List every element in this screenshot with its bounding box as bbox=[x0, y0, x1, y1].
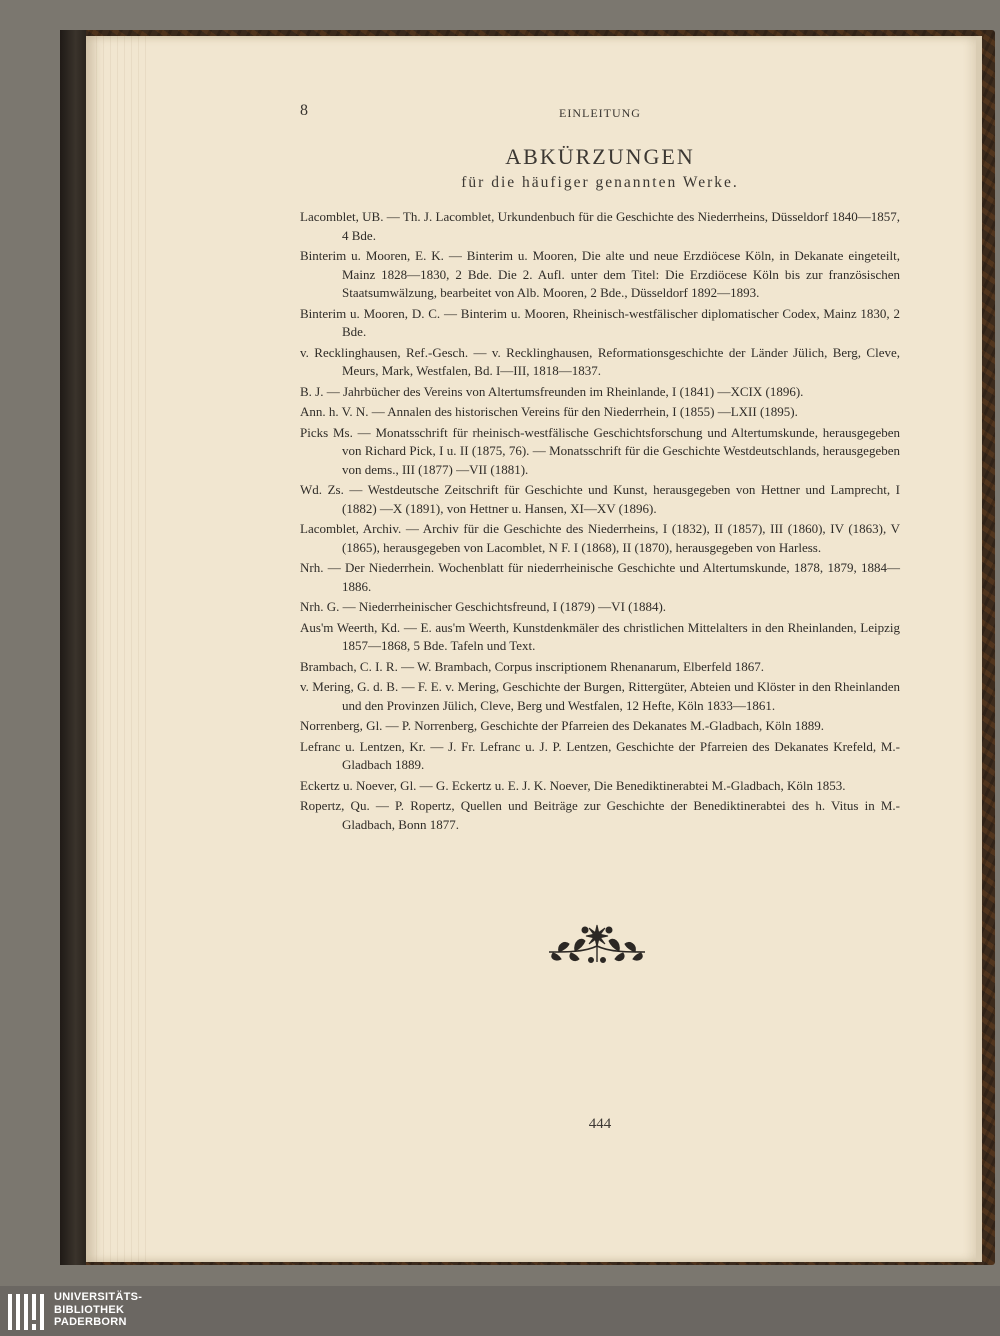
abbreviation-entry: v. Mering, G. d. B. — F. E. v. Mering, Geschichte der Burgen, Rittergüter, Abteien und Klöster in den Rheinlanden und den Provinzen Jülich, Cleve, Berg und Westfalen, 12 Hefte, Köln 1833—1861. bbox=[300, 679, 900, 713]
abbreviation-entry: Lefranc u. Lentzen, Kr. — J. Fr. Lefranc u. J. P. Lentzen, Geschichte der Pfarreien des Dekanates Krefeld, M.-Gladbach 1889. bbox=[300, 738, 900, 772]
abbreviation-entry: Wd. Zs. — Westdeutsche Zeitschrift für Geschichte und Kunst, herausgegeben von Hettner und Lamprecht, I (1882) —X (1891), von Hettner u. Hansen, XI—XV (1896). bbox=[300, 482, 900, 516]
abbreviation-entry: Nrh. — Der Niederrhein. Wochenblatt für niederrheinische Geschichte und Altertumskunde, 1878, 1879, 1884—1886. bbox=[300, 560, 900, 594]
abbreviation-entry: Binterim u. Mooren, D. C. — Binterim u. Mooren, Rheinisch-westfälischer diplomatischer Codex, Mainz 1830, 2 Bde. bbox=[300, 305, 900, 339]
running-head: EINLEITUNG bbox=[559, 106, 641, 120]
floral-ornament-icon bbox=[545, 922, 649, 966]
abbreviation-entry: Eckertz u. Noever, Gl. — G. Eckertz u. E. J. K. Noever, Die Benediktinerabtei M.-Gladbach, Köln 1853. bbox=[300, 777, 846, 793]
library-logo-line: BIBLIOTHEK bbox=[54, 1303, 125, 1316]
abbreviation-entry: B. J. — Jahrbücher des Vereins von Altertumsfreunden im Rheinlande, I (1841) —XCIX (1896). bbox=[300, 383, 804, 399]
abbreviation-entry: Aus'm Weerth, Kd. — E. aus'm Weerth, Kunstdenkmäler des christlichen Mittelalters in den Rheinlanden, Leipzig 1857—1868, 5 Bde. Tafeln und Text. bbox=[300, 619, 900, 653]
abbreviation-entry: Lacomblet, Archiv. — Archiv für die Geschichte des Niederrheins, I (1832), II (1857), III (1860), IV (1863), V (1865), herausgegeben von Lacomblet, N F. I (1868), II (1870), herausgegeben von Harless. bbox=[300, 521, 900, 555]
library-logo-line: UNIVERSITÄTS- bbox=[54, 1291, 143, 1303]
abbreviation-entry: Brambach, C. I. R. — W. Brambach, Corpus inscriptionem Rhenanarum, Elberfeld 1867. bbox=[300, 658, 764, 674]
abbreviation-entry: Picks Ms. — Monatsschrift für rheinisch-westfälische Geschichtsforschung und Altertumskunde, herausgegeben von Richard Pick, I u. II (1875, 76). — Monatsschrift für die Geschichte Westdeutschlands, herausgegeben von dems., III (1877) —VII (1881). bbox=[300, 424, 900, 477]
abbreviation-entry: Lacomblet, UB. — Th. J. Lacomblet, Urkundenbuch für die Geschichte des Niederrheins, Düsseldorf 1840—1857, 4 Bde. bbox=[300, 209, 900, 243]
page-gutter-texture bbox=[96, 36, 152, 1262]
abbreviation-entry: Ann. h. V. N. — Annalen des historischen Vereins für den Niederrhein, I (1855) —LXII (1895). bbox=[300, 404, 798, 419]
page-number-bottom: 444 bbox=[588, 1116, 612, 1132]
abbreviation-entry: Nrh. G. — Niederrheinischer Geschichtsfreund, I (1879) —VI (1884). bbox=[300, 599, 667, 614]
abbreviation-entry: Norrenberg, Gl. — P. Norrenberg, Geschichte der Pfarreien des Dekanates M.-Gladbach, Köln 1889. bbox=[300, 718, 825, 733]
page-number-top: 8 bbox=[300, 102, 308, 119]
book-spine bbox=[60, 30, 86, 1265]
abbreviation-entry: Ropertz, Qu. — P. Ropertz, Quellen und Beiträge zur Geschichte der Benediktinerabtei des h. Vitus in M.-Gladbach, Bonn 1877. bbox=[300, 798, 900, 832]
abbreviation-list bbox=[300, 208, 900, 836]
library-logo-text bbox=[54, 1291, 142, 1329]
section-subtitle: für die häufiger genannten Werke. bbox=[461, 174, 739, 191]
abbreviation-entry: v. Recklinghausen, Ref.-Gesch. — v. Recklinghausen, Reformationsgeschichte der Länder Jülich, Berg, Cleve, Meurs, Mark, Westfalen, Bd. I—III, 1818—1837. bbox=[300, 344, 900, 378]
abbreviation-entry: Binterim u. Mooren, E. K. — Binterim u. Mooren, Die alte und neue Erzdiöcese Köln, in Dekanate eingeteilt, Mainz 1828—1830, 2 Bde. Die 2. Aufl. unter dem Titel: Die Erzdiöcese Köln bis zur französischen Staatsumwälzung, bearbeitet von Alb. Mooren, 2 Bde., Düsseldorf 1892—1893. bbox=[300, 248, 900, 300]
page-fore-edge bbox=[976, 36, 982, 1262]
library-logo-icon bbox=[6, 1290, 46, 1332]
library-logo-bar bbox=[0, 1286, 1000, 1336]
section-title: ABKÜRZUNGEN bbox=[505, 144, 695, 169]
library-logo-line: PADERBORN bbox=[54, 1316, 127, 1328]
